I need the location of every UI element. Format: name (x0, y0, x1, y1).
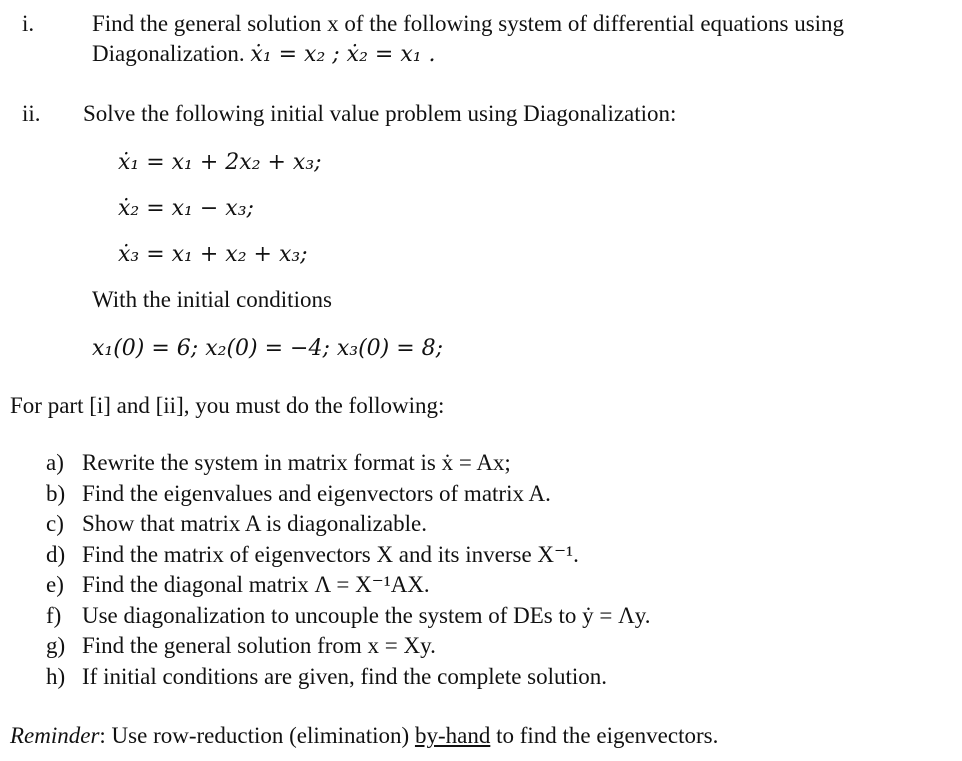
equation-1: ẋ₁ = x₁ + 2x₂ + x₃; (118, 150, 322, 175)
initial-conditions-label: With the initial conditions (92, 287, 332, 312)
reminder (10, 722, 718, 750)
part-i-line2-prefix: Diagonalization. (92, 41, 245, 66)
list-item: g) Find the general solution from x = Xy. (46, 633, 436, 658)
instruction-list (46, 449, 651, 693)
reminder-underlined: by-hand (414, 723, 491, 748)
list-item: f) Use diagonalization to uncouple the system of DEs to ẏ = Λy. (46, 602, 651, 628)
part-i-line1: Find the general solution x of the following system of differential equations using (92, 11, 845, 36)
list-item: e) Find the diagonal matrix Λ = X⁻¹AX. (46, 572, 430, 597)
list-item: c) Show that matrix A is diagonalizable. (46, 511, 427, 536)
list-item: h) If initial conditions are given, find the complete solution. (46, 663, 608, 689)
reminder-text-before: : Use row-reduction (elimination) (99, 723, 415, 748)
list-item: b) Find the eigenvalues and eigenvectors of matrix A. (46, 480, 551, 506)
equation-3: ẋ₃ = x₁ + x₂ + x₃; (118, 242, 308, 267)
equation-2: ẋ₂ = x₁ − x₃; (118, 196, 254, 221)
part-ii-label: ii. (22, 101, 41, 126)
part-i-label: i. (22, 11, 35, 36)
part-i-line2 (92, 40, 436, 69)
reminder-text-after: to find the eigenvectors. (490, 723, 719, 748)
instructions-heading: For part [i] and [ii], you must do the following: (10, 393, 445, 418)
initial-conditions: x₁(0) = 6; x₂(0) = −4; x₃(0) = 8; (92, 336, 444, 361)
reminder-label: Reminder (10, 723, 100, 748)
list-item: d) Find the matrix of eigenvectors X and its inverse X⁻¹. (46, 541, 579, 567)
part-ii-intro: Solve the following initial value problem using Diagonalization: (83, 101, 677, 126)
list-item: a) Rewrite the system in matrix format is ẋ = Ax; (46, 450, 511, 475)
part-i-equation: ẋ₁ = x₂ ; ẋ₂ = x₁ . (250, 42, 436, 67)
